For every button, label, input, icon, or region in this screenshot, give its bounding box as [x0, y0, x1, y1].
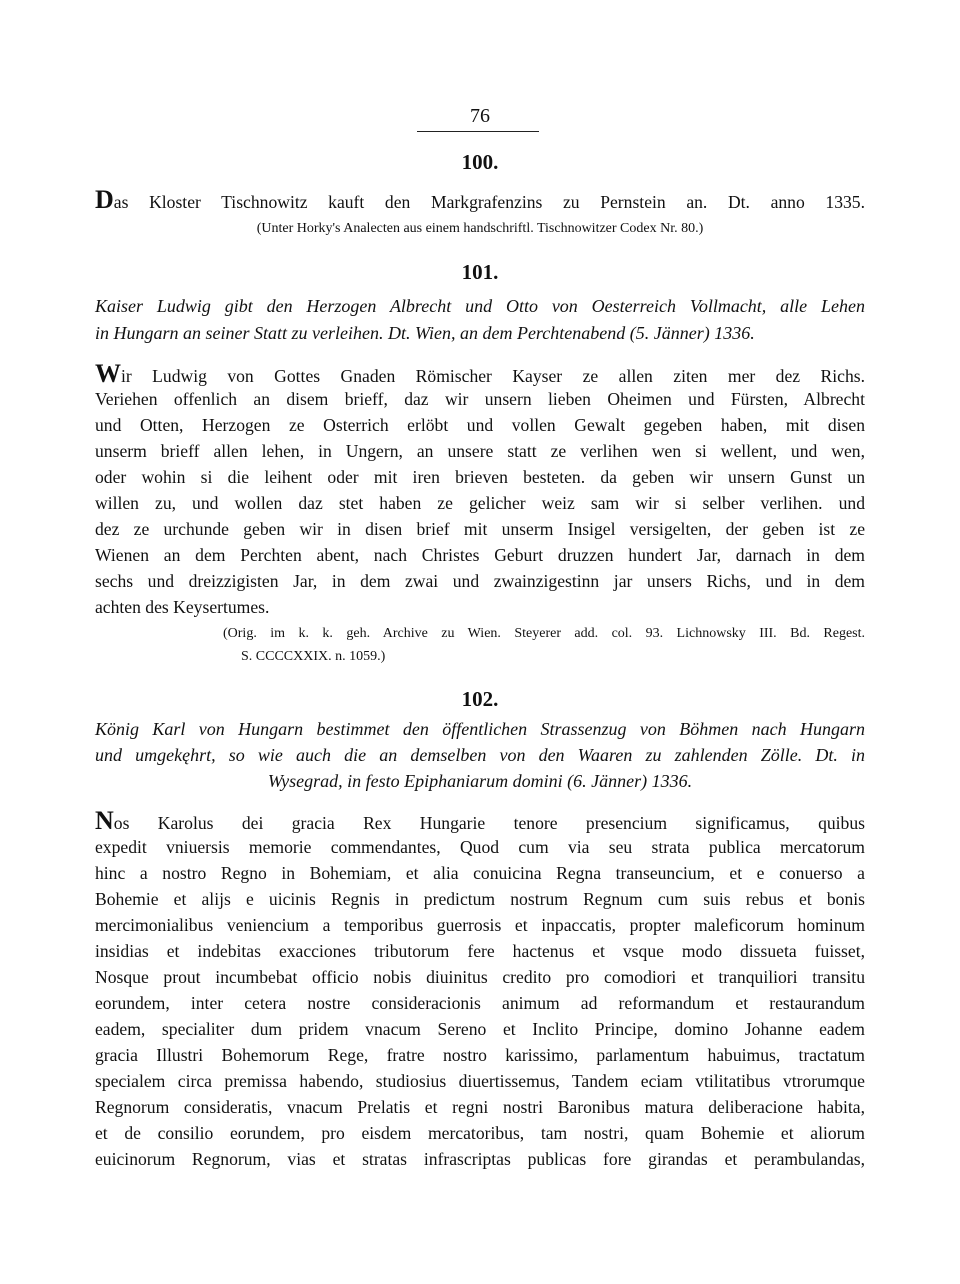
- document-101-body-line: Veriehen offenlich an disem brieff, daz wir unsern lieben Oheimen und Fürsten, Albrecht: [95, 389, 865, 409]
- document-102-body-line: specialem circa premissa habendo, studiosius diuertissemus, Tandem eciam vtilitatibus vtrorumque: [95, 1071, 865, 1091]
- document-102-heading-line: Wysegrad, in festo Epiphaniarum domini (6. Jänner) 1336.: [267, 771, 693, 791]
- document-102-body-line: hinc a nostro Regno in Bohemiam, et alia conuicina Regna transeuncium, et e conuerso a: [95, 863, 865, 883]
- document-101-body-line: oder wohin si die leihent oder mit iren brieven besteten. da geben wir unsern Gunst un: [95, 467, 865, 487]
- title-text: as Kloster Tischnowitz kauft den Markgrafenzins zu Pernstein an. Dt. anno 1335.: [113, 192, 865, 212]
- document-102-heading-line: und umgekęhrt, so wie auch die an demselben von den Waaren zu zahlenden Zölle. Dt. in: [95, 745, 865, 765]
- drop-initial: N: [95, 806, 114, 835]
- document-101-body-first-line: [95, 361, 865, 389]
- document-102-body-line: eadem, specialiter dum pridem vnacum Sereno et Inclito Principe, domino Johanne eadem: [95, 1019, 865, 1039]
- document-100-source: (Unter Horky's Analecten aus einem handschriftl. Tischnowitzer Codex Nr. 80.): [256, 221, 704, 236]
- document-102-body-line: insidias et indebitas exacciones tributorum fere hactenus et vsque modo dissueta fuisset,: [95, 941, 865, 961]
- document-101-body-line: dez ze urchunde geben wir in disen brief mit unserm Insigel versigelten, der geben ist ze: [95, 519, 865, 539]
- page-number-rule: [417, 131, 539, 132]
- document-102-body-line: gracia Illustri Bohemorum Rege, fratre nostro karissimo, parlamentum habuimus, tractatum: [95, 1045, 865, 1065]
- document-101-body-line: achten des Keysertumes.: [95, 597, 270, 617]
- document-102-body-line: Bohemie et alijs e uicinis Regnis in predictum nostrum Regnum cum suis rebus et bonis: [95, 889, 865, 909]
- document-101-body-line: unserm brieff allen lehen, in Ungern, an unsere statt ze verlihen wen si wellent, und wen,: [95, 441, 865, 461]
- document-101-source-line: S. CCCCXXIX. n. 1059.): [241, 649, 386, 664]
- document-102-body-line: Nosque prout incumbebat officio nobis diuinitus credito pro comodiori et tranquiliori transitu: [95, 967, 865, 987]
- document-101-source-line: (Orig. im k. k. geh. Archive zu Wien. Steyerer add. col. 93. Lichnowsky III. Bd. Regest.: [223, 626, 865, 641]
- document-102-heading-line: König Karl von Hungarn bestimmet den öffentlichen Strassenzug von Böhmen nach Hungarn: [95, 719, 865, 739]
- drop-initial: W: [95, 359, 121, 388]
- document-102-body-line: expedit vniuersis memorie commendantes, Quod cum via seu strata publica mercatorum: [95, 837, 865, 857]
- document-102-body-line: et de consilio eorundem, pro eisdem mercatoribus, tam nostri, quam Bohemie et aliorum: [95, 1123, 865, 1143]
- document-101-body-line: Wienen an dem Perchten abent, nach Christes Geburt druzzen hundert Jar, darnach in dem: [95, 545, 865, 565]
- body-text: ir Ludwig von Gottes Gnaden Römischer Kayser ze allen ziten mer dez Richs.: [121, 366, 865, 386]
- document-number-102: 102.: [461, 687, 499, 711]
- document-number-101: 101.: [461, 260, 499, 284]
- document-101-body-line: willen zu, und wollen daz stet haben ze gelicher weiz sam wir si selber verlihen. und: [95, 493, 865, 513]
- document-100-title: [95, 187, 865, 215]
- document-101-heading-line: in Hungarn an seiner Statt zu verleihen. Dt. Wien, an dem Perchtenabend (5. Jänner) 1336.: [95, 323, 755, 343]
- document-102-body-line: mercimonialibus veniencium a temporibus guerrosis et inpaccatis, propter maleficorum hominum: [95, 915, 865, 935]
- document-101-body-line: sechs und dreizzigisten Jar, in dem zwai und zwainzigestinn jar unsers Richs, und in dem: [95, 571, 865, 591]
- document-number-100: 100.: [461, 150, 499, 174]
- document-102-body-line: euicinorum Regnorum, vias et stratas infrascriptas publicas fore girandas et perambulandas,: [95, 1149, 865, 1169]
- document-102-body-first-line: [95, 808, 865, 836]
- document-101-body-line: und Otten, Herzogen ze Osterrich erlöbt und vollen Gewalt gegeben haben, mit disen: [95, 415, 865, 435]
- page-number: 76: [470, 105, 490, 127]
- document-102-body-line: Regnorum consideratis, vnacum Prelatis et regni nostri Baronibus matura deliberacione habita,: [95, 1097, 865, 1117]
- document-102-body-line: eorundem, inter cetera nostre consideracionis animum ad reformandum et restaurandum: [95, 993, 865, 1013]
- document-101-heading-line: Kaiser Ludwig gibt den Herzogen Albrecht und Otto von Oesterreich Vollmacht, alle Lehen: [95, 296, 865, 316]
- body-text: os Karolus dei gracia Rex Hungarie tenore presencium significamus, quibus: [113, 813, 865, 833]
- drop-initial: D: [95, 185, 114, 214]
